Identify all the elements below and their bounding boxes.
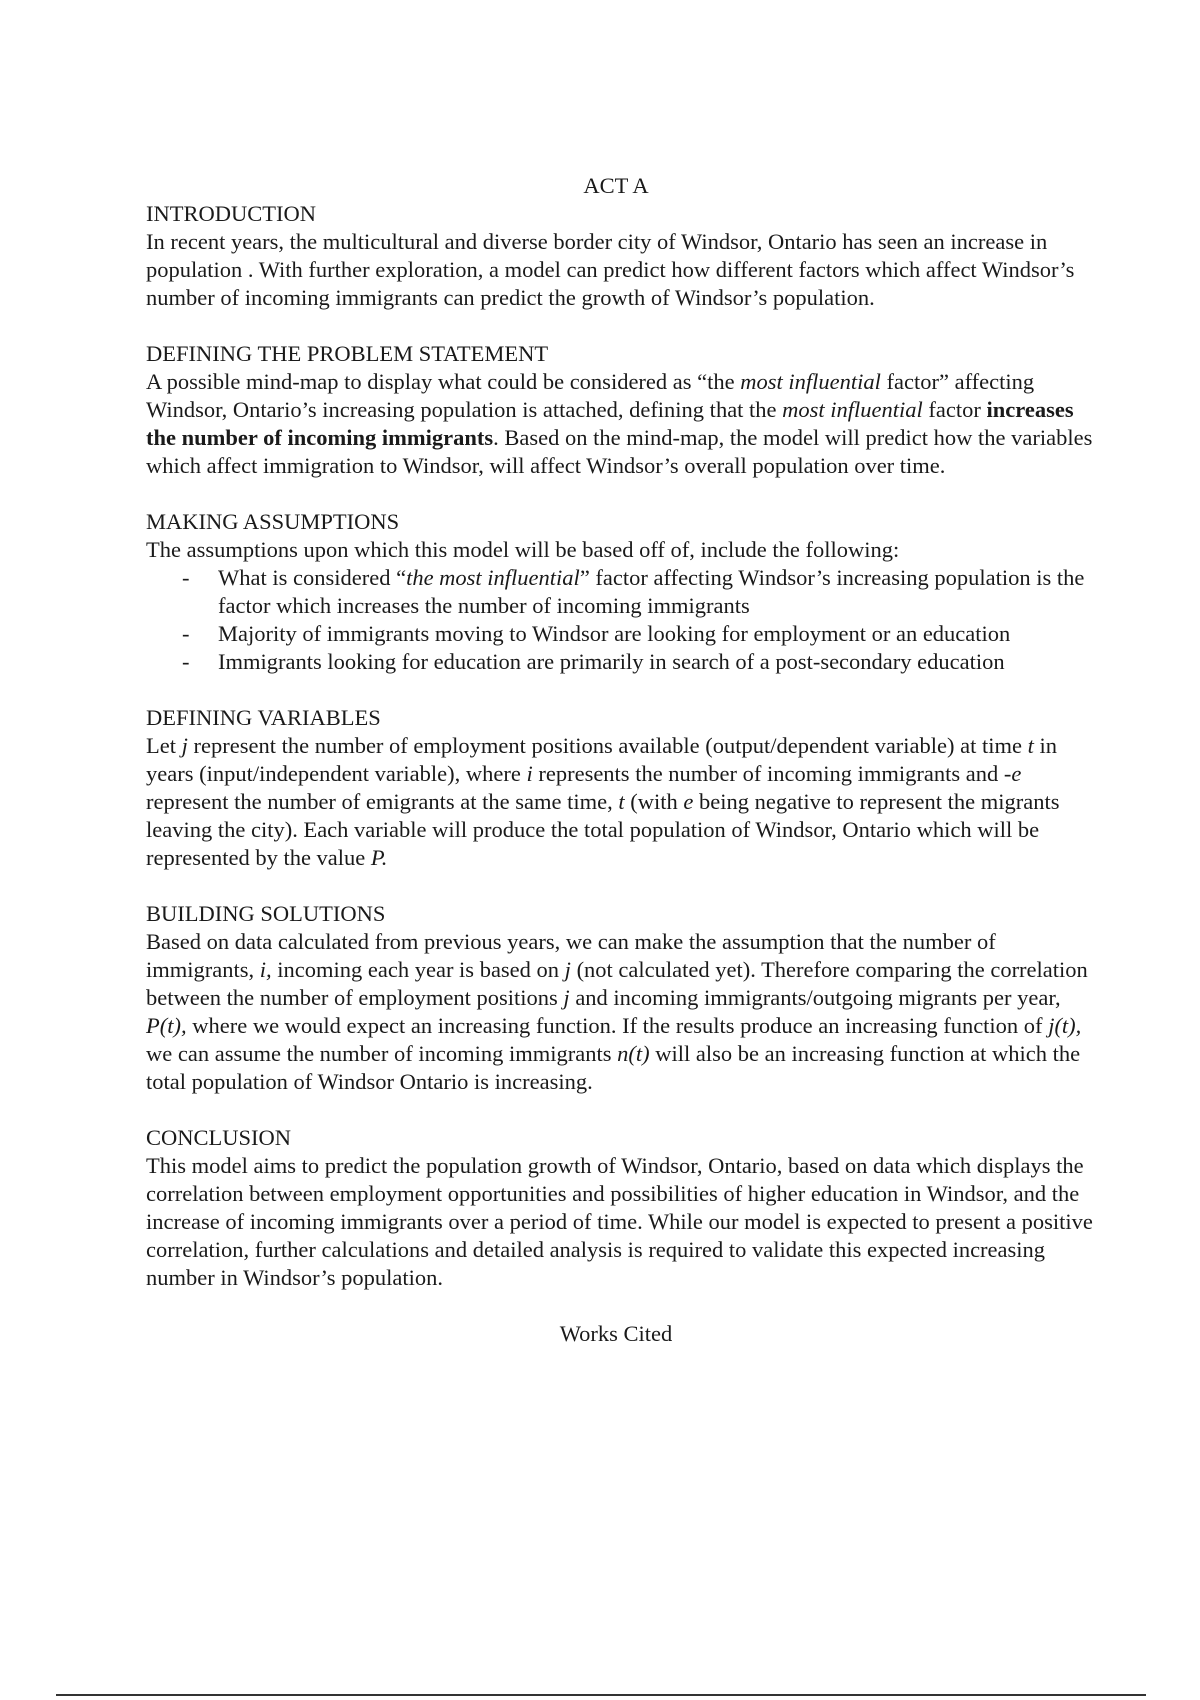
section-paragraph: A possible mind-map to display what could be considered as “the most influential factor” affecting Windsor, Ontario’s increasing population is attached, defining that the most influential factor increases the number of incoming immigrants. Based on the mind-map, the model will predict how the variables which affect immigration to Windsor, will affect Windsor’s overall population over time.: [146, 369, 1093, 478]
page-bottom-rule: [56, 1694, 1146, 1696]
emphasis-text: increases the number of incoming immigrants: [146, 397, 1074, 450]
list-item: - What is considered “the most influential” factor affecting Windsor’s increasing population is the factor which increases the number of incoming immigrants: [182, 565, 1085, 618]
assumption-list: [146, 564, 1096, 676]
section-paragraph: Based on data calculated from previous years, we can make the assumption that the number of immigrants, i, incoming each year is based on j (not calculated yet). Therefore comparing the correlation between the number of employment positions j and incoming immigrants/outgoing migrants per year, P(t), where we would expect an increasing function. If the results produce an increasing function of j(t), we can assume the number of incoming immigrants n(t) will also be an increasing function at which the total population of Windsor Ontario is increasing.: [146, 929, 1088, 1094]
section-introduction: [146, 200, 1096, 312]
document-body: [146, 172, 1096, 1348]
section-paragraph: Let j represent the number of employment positions available (output/dependent variable) at time t in years (input/independent variable), where i represents the number of incoming immigrants and -e represent the number of emigrants at the same time, t (with e being negative to represent the migrants leaving the city). Each variable will produce the total population of Windsor, Ontario which will be represented by the value P.: [146, 733, 1060, 870]
section-heading: DEFINING THE PROBLEM STATEMENT: [146, 341, 549, 366]
section-assumptions: [146, 508, 1096, 676]
section-heading: INTRODUCTION: [146, 201, 316, 226]
section-heading: MAKING ASSUMPTIONS: [146, 509, 400, 534]
bullet-dash: -: [182, 621, 190, 646]
list-item: - Majority of immigrants moving to Windsor are looking for employment or an education: [182, 621, 1011, 646]
section-heading: DEFINING VARIABLES: [146, 705, 381, 730]
section-conclusion: [146, 1124, 1096, 1292]
section-problem-statement: [146, 340, 1096, 480]
section-paragraph: The assumptions upon which this model will be based off of, include the following:: [146, 537, 900, 562]
works-cited-heading: Works Cited: [559, 1321, 673, 1346]
section-heading: CONCLUSION: [146, 1125, 292, 1150]
section-building-solutions: [146, 900, 1096, 1096]
bullet-dash: -: [182, 649, 190, 674]
section-paragraph: In recent years, the multicultural and diverse border city of Windsor, Ontario has seen an increase in population . With further exploration, a model can predict how different factors which affect Windsor’s number of incoming immigrants can predict the growth of Windsor’s population.: [146, 229, 1075, 310]
page-title: ACT A: [583, 173, 649, 198]
section-heading: BUILDING SOLUTIONS: [146, 901, 386, 926]
section-variables: [146, 704, 1096, 872]
list-item: - Immigrants looking for education are primarily in search of a post-secondary education: [182, 649, 1005, 674]
bullet-dash: -: [182, 565, 190, 590]
section-paragraph: This model aims to predict the population growth of Windsor, Ontario, based on data which displays the correlation between employment opportunities and possibilities of higher education in Windsor, and the increase of incoming immigrants over a period of time. While our model is expected to present a positive correlation, further calculations and detailed analysis is required to validate this expected increasing number in Windsor’s population.: [146, 1153, 1093, 1290]
